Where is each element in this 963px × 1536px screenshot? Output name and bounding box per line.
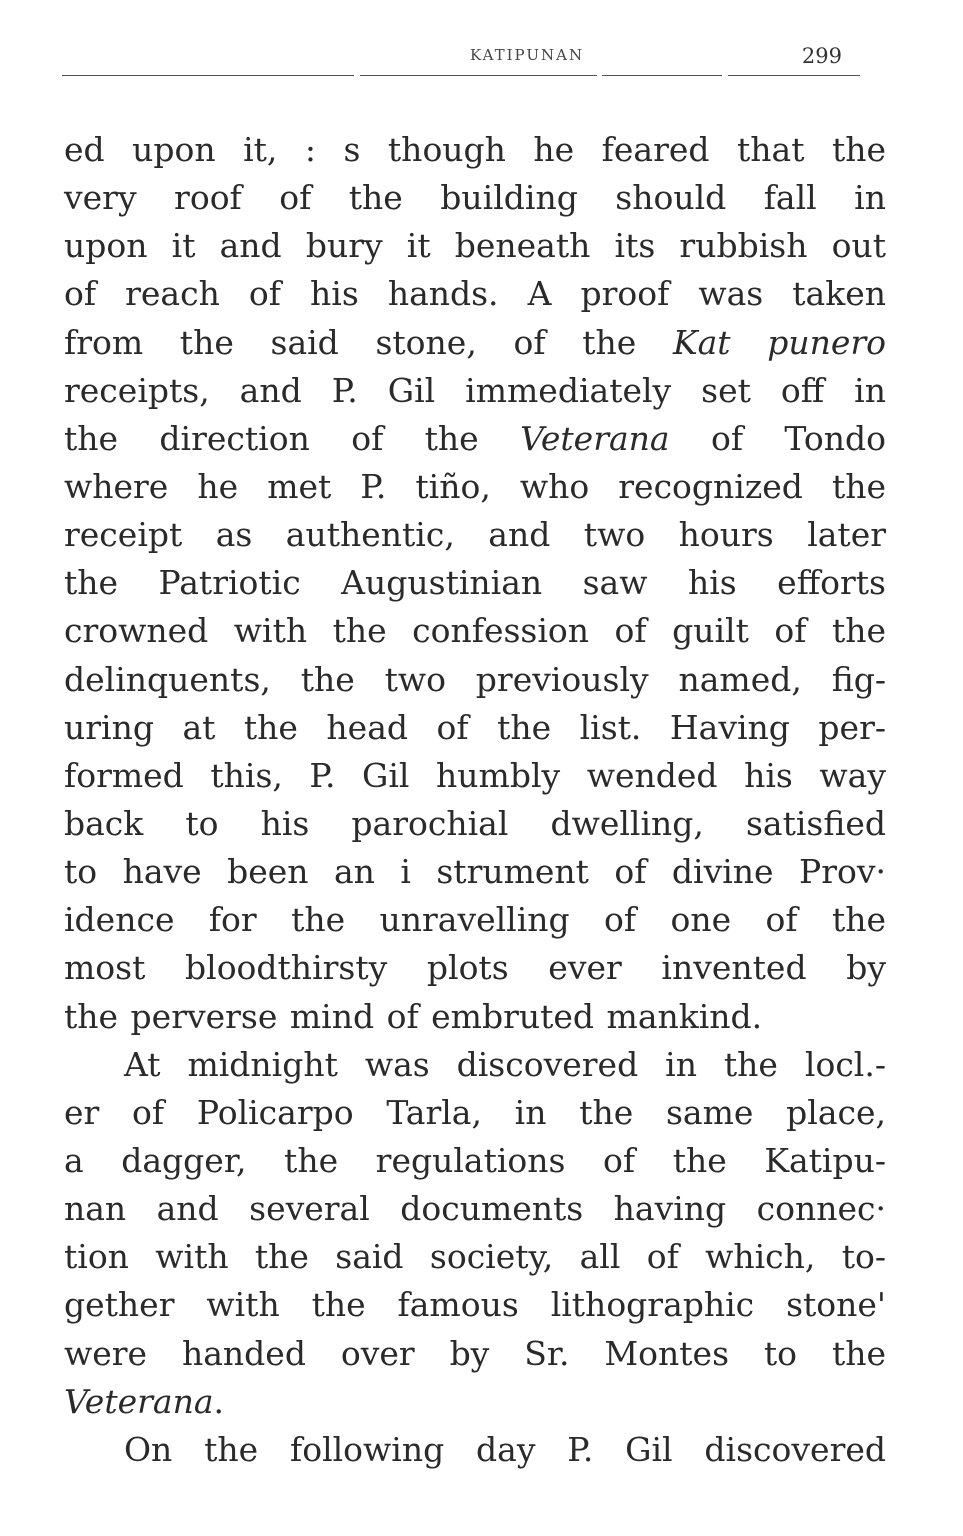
text-line: nan and several documents having connec· xyxy=(64,1189,886,1229)
text-line: where he met P. tiño, who recognized the xyxy=(64,466,886,506)
text-line: back to his parochial dwelling, satisfied xyxy=(64,803,886,843)
header-rule xyxy=(602,75,722,76)
italic-term: Veterana xyxy=(64,1381,214,1421)
running-title: KATIPUNAN xyxy=(470,46,585,64)
text-line: On the following day P. Gil discovered xyxy=(124,1429,886,1469)
running-head xyxy=(62,42,860,82)
text-line: gether with the famous lithographic stone' xyxy=(64,1285,886,1325)
header-rule xyxy=(728,75,860,76)
italic-term: Veterana xyxy=(520,418,670,458)
text-line: most bloodthirsty plots ever invented by xyxy=(64,948,886,988)
header-rule xyxy=(62,75,354,76)
text-line: ed upon it, : s though he feared that the xyxy=(64,130,886,169)
text-line: the direction of the Veterana of Tondo xyxy=(64,418,886,458)
page-number: 299 xyxy=(801,44,842,68)
text-line: At midnight was discovered in the locl.- xyxy=(124,1044,886,1084)
text-line: Veterana. xyxy=(64,1381,224,1421)
text-line: receipt as authentic, and two hours later xyxy=(64,515,886,555)
body-text xyxy=(64,126,886,1474)
text-line: idence for the unravelling of one of the xyxy=(64,900,886,940)
text-line: to have been an i strument of divine Prov· xyxy=(64,852,886,892)
text-line: of reach of his hands. A proof was taken xyxy=(64,274,886,314)
text-line: formed this, P. Gil humbly wended his way xyxy=(64,755,886,795)
text-line: upon it and bury it beneath its rubbish out xyxy=(64,226,886,266)
text-line: very roof of the building should fall in xyxy=(64,178,886,218)
text-line: crowned with the confession of guilt of the xyxy=(64,611,886,651)
italic-term: Kat punero xyxy=(672,322,886,362)
text-line: er of Policarpo Tarla, in the same place, xyxy=(64,1092,886,1132)
text-line: receipts, and P. Gil immediately set off in xyxy=(64,370,886,410)
text-line: the perverse mind of embruted mankind. xyxy=(64,996,763,1036)
text-line: the Patriotic Augustinian saw his efforts xyxy=(64,563,886,603)
text-line: were handed over by Sr. Montes to the xyxy=(64,1333,886,1373)
text-line: a dagger, the regulations of the Katipu- xyxy=(64,1140,886,1180)
text-line: tion with the said society, all of which, to- xyxy=(64,1237,886,1277)
text-line: uring at the head of the list. Having per- xyxy=(64,707,886,747)
text-line: from the said stone, of the Kat punero xyxy=(64,322,886,362)
text-line: delinquents, the two previously named, fig- xyxy=(64,659,886,699)
header-rule xyxy=(360,75,597,76)
